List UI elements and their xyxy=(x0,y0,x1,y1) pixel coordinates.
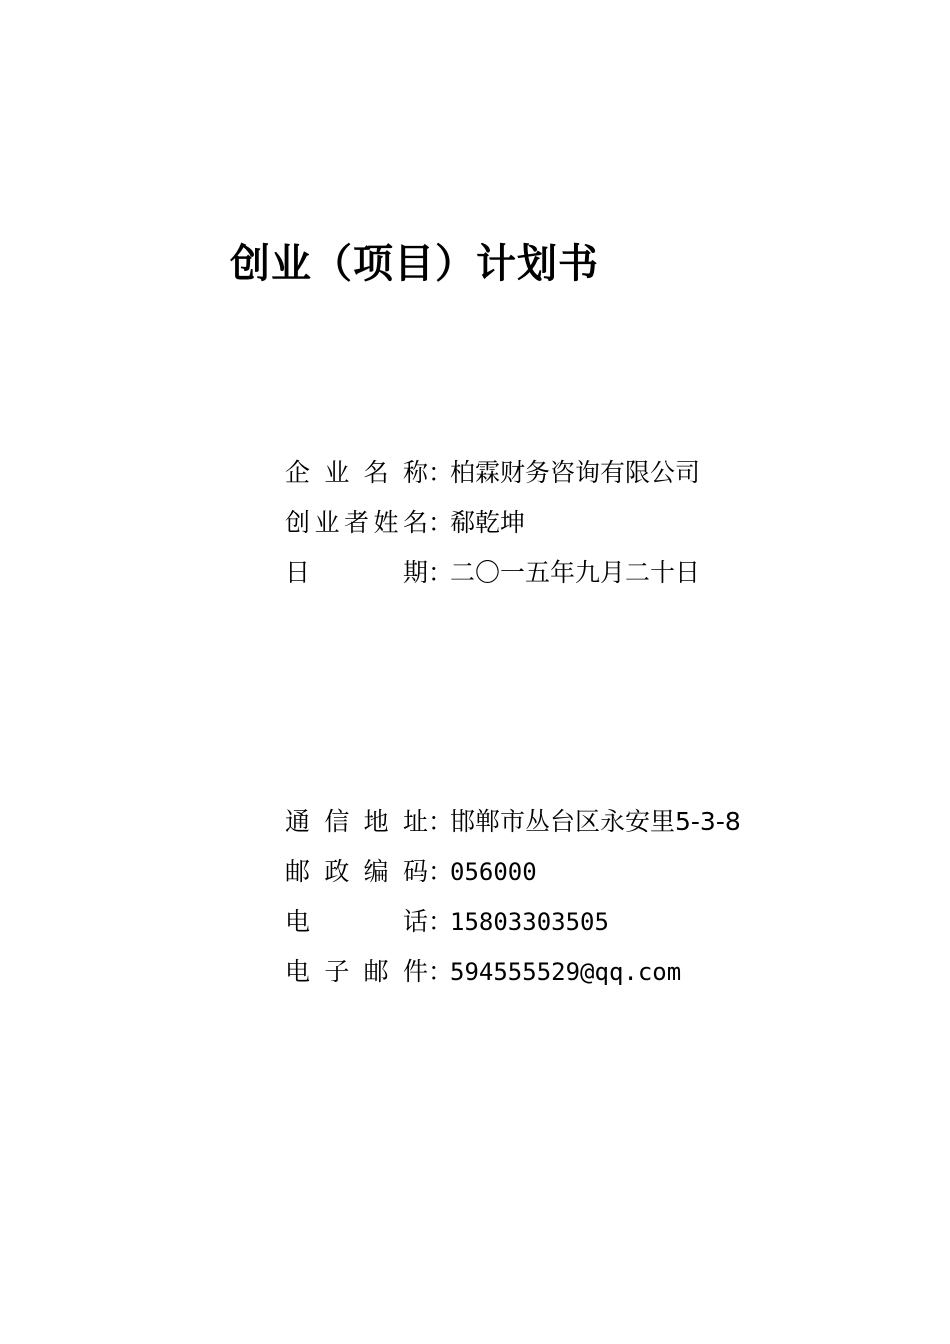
label-char: 创 xyxy=(285,508,311,537)
field-value-address: 邯郸市丛台区永安里5-3-8 xyxy=(450,807,741,836)
field-value-company: 柏霖财务咨询有限公司 xyxy=(450,458,701,487)
label-char: 通 xyxy=(285,807,311,836)
field-colon: ： xyxy=(428,458,454,487)
field-colon: ： xyxy=(428,957,454,986)
field-label-company xyxy=(285,448,428,498)
label-char: 政 xyxy=(324,857,350,886)
field-row-company xyxy=(285,448,700,498)
field-label-address xyxy=(285,797,428,847)
field-row-date xyxy=(285,548,700,598)
label-char: 子 xyxy=(324,957,350,986)
label-char: 址 xyxy=(402,807,428,836)
field-label-founder xyxy=(285,498,428,548)
field-label-phone xyxy=(285,897,428,947)
cover-info-block xyxy=(285,448,700,598)
field-colon: ： xyxy=(428,907,454,936)
label-char: 日 xyxy=(285,558,311,587)
label-char: 名 xyxy=(402,508,428,537)
label-char: 期 xyxy=(402,558,428,587)
field-colon: ： xyxy=(428,558,454,587)
field-value-email: 594555529@qq.com xyxy=(450,958,682,986)
label-char: 业 xyxy=(324,458,350,487)
label-char: 话 xyxy=(402,907,428,936)
field-row-address xyxy=(285,797,741,847)
label-char: 称 xyxy=(402,458,428,487)
label-char: 码 xyxy=(402,857,428,886)
label-char: 电 xyxy=(285,907,311,936)
field-value-postcode: 056000 xyxy=(450,858,537,886)
label-char: 地 xyxy=(363,807,389,836)
field-value-date: 二〇一五年九月二十日 xyxy=(450,558,701,587)
field-row-email xyxy=(285,947,741,997)
field-label-date xyxy=(285,548,428,598)
field-row-founder xyxy=(285,498,700,548)
field-value-founder: 郗乾坤 xyxy=(450,508,526,537)
field-colon: ： xyxy=(428,508,454,537)
field-label-email xyxy=(285,947,428,997)
field-colon: ： xyxy=(428,807,454,836)
label-char: 邮 xyxy=(363,957,389,986)
document-title: 创业（项目）计划书 xyxy=(230,241,599,287)
field-row-phone xyxy=(285,897,741,947)
field-colon: ： xyxy=(428,857,454,886)
label-char: 名 xyxy=(363,458,389,487)
label-char: 件 xyxy=(402,957,428,986)
field-row-postcode xyxy=(285,847,741,897)
label-char: 企 xyxy=(285,458,311,487)
label-char: 姓 xyxy=(373,508,399,537)
label-char: 业 xyxy=(314,508,340,537)
label-char: 信 xyxy=(324,807,350,836)
field-label-postcode xyxy=(285,847,428,897)
label-char: 编 xyxy=(363,857,389,886)
field-value-phone: 15803303505 xyxy=(450,908,609,936)
label-char: 电 xyxy=(285,957,311,986)
label-char: 者 xyxy=(343,508,369,537)
label-char: 邮 xyxy=(285,857,311,886)
contact-info-block xyxy=(285,797,741,997)
